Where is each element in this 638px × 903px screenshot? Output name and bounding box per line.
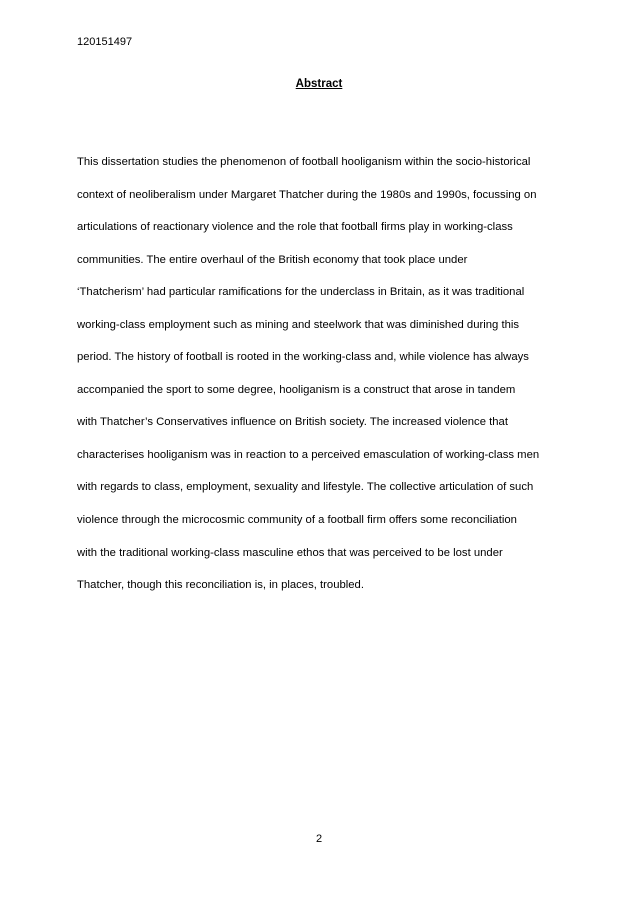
abstract-line: This dissertation studies the phenomenon of football hooliganism within the socio-historical [77,156,531,168]
abstract-line: with regards to class, employment, sexuality and lifestyle. The collective articulation of such [77,481,534,494]
abstract-line: period. The history of football is rooted in the working-class and, while violence has always [77,351,529,364]
abstract-line: with Thatcher’s Conservatives influence on British society. The increased violence that [77,416,508,429]
abstract-line: characterises hooliganism was in reaction to a perceived emasculation of working-class men [77,448,540,461]
abstract-line: violence through the microcosmic community of a football firm offers some reconciliation [77,514,517,527]
page-number: 2 [315,833,323,845]
abstract-line: Thatcher, though this reconciliation is, in places, troubled. [77,579,364,592]
abstract-line: articulations of reactionary violence and the role that football firms play in working-class [77,221,513,234]
abstract-line: with the traditional working-class masculine ethos that was perceived to be lost under [77,546,503,559]
abstract-line: accompanied the sport to some degree, hooliganism is a construct that arose in tandem [77,383,516,396]
abstract-line: working-class employment such as mining and steelwork that was diminished during this [77,318,520,331]
abstract-line: communities. The entire overhaul of the British economy that took place under [77,253,468,266]
page-title: Abstract [295,78,343,90]
abstract-line: ‘Thatcherism’ had particular ramifications for the underclass in Britain, as it was traditional [77,286,525,299]
abstract-line: context of neoliberalism under Margaret Thatcher during the 1980s and 1990s, focussing on [77,188,537,201]
student-id: 120151497 [77,36,133,48]
abstract-body [77,150,577,606]
